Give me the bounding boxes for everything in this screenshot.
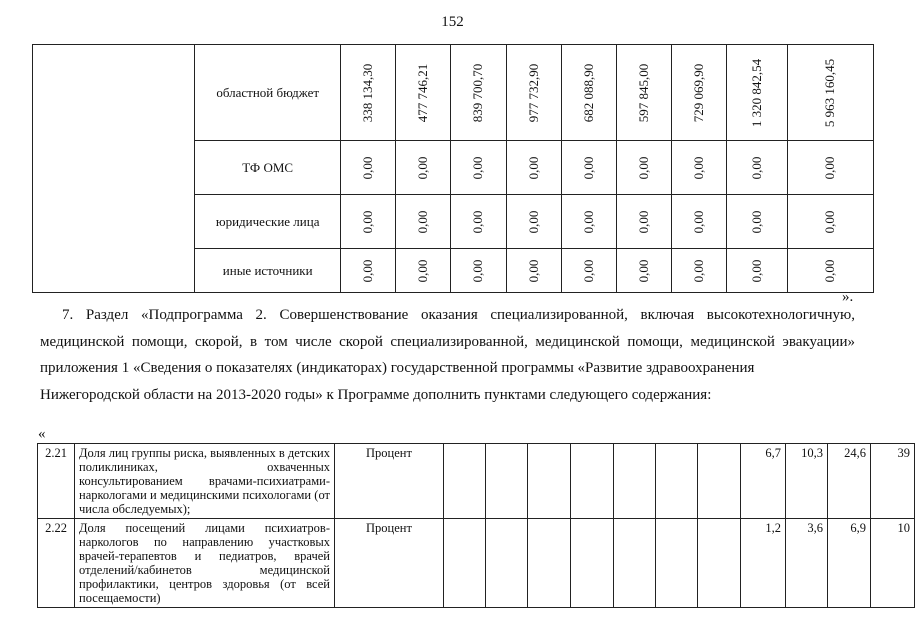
indicators-table (37, 443, 915, 608)
budget-cell: 1 320 842,54 (727, 45, 788, 141)
indicator-value (444, 444, 486, 519)
budget-cell: 0,00 (340, 141, 395, 195)
budget-cell: 0,00 (727, 195, 788, 249)
indicator-value (656, 444, 698, 519)
budget-cell: 0,00 (561, 195, 616, 249)
indicator-value (571, 444, 614, 519)
indicator-value (656, 519, 698, 608)
indicator-row (38, 519, 915, 608)
budget-cell: 839 700,70 (451, 45, 506, 141)
budget-cell: 5 963 160,45 (787, 45, 873, 141)
indicator-value: 6,7 (741, 444, 786, 519)
budget-cell: 0,00 (672, 141, 727, 195)
indicator-value (528, 519, 571, 608)
indicator-value (444, 519, 486, 608)
budget-cell: 0,00 (727, 249, 788, 293)
budget-cell: 682 088,90 (561, 45, 616, 141)
budget-cell: 0,00 (396, 249, 451, 293)
budget-table (32, 44, 874, 293)
budget-cell: 338 134,30 (340, 45, 395, 141)
budget-row-regional (33, 45, 874, 141)
budget-cell: 477 746,21 (396, 45, 451, 141)
budget-cell: 0,00 (616, 141, 671, 195)
amendment-paragraph (40, 302, 855, 408)
indicator-number: 2.21 (38, 444, 75, 519)
budget-cell: 0,00 (561, 249, 616, 293)
budget-cell: 0,00 (561, 141, 616, 195)
indicator-value: 6,9 (828, 519, 871, 608)
budget-cell: 597 845,00 (616, 45, 671, 141)
indicator-value: 39 (871, 444, 915, 519)
budget-cell: 0,00 (506, 195, 561, 249)
indicator-value (528, 444, 571, 519)
closing-quote: ». (842, 289, 854, 305)
budget-cell: 0,00 (506, 249, 561, 293)
page-number: 152 (441, 14, 464, 30)
indicator-row (38, 444, 915, 519)
budget-cell: 0,00 (396, 195, 451, 249)
budget-cell: 0,00 (787, 141, 873, 195)
budget-cell: 0,00 (616, 195, 671, 249)
indicator-value (614, 519, 656, 608)
indicator-number: 2.22 (38, 519, 75, 608)
budget-cell: 0,00 (672, 195, 727, 249)
paragraph-last-line: Нижегородской области на 2013-2020 годы» к Программе дополнить пунктами следующего содержания: (40, 386, 712, 403)
budget-row-label: юридические лица (195, 195, 340, 249)
budget-cell: 0,00 (787, 195, 873, 249)
indicator-value: 10 (871, 519, 915, 608)
budget-row-label: иные источники (195, 249, 340, 293)
budget-cell: 0,00 (451, 195, 506, 249)
indicator-value (571, 519, 614, 608)
budget-row-label: ТФ ОМС (195, 141, 340, 195)
paragraph-body: медицинской помощи, скорой, в том числе скорой специализированной, медицинской помощи, медицинской эвакуации» приложения 1 «Сведения о показателях (индикаторах) государственной программы «Развитие здравоохранения (40, 333, 855, 376)
budget-cell: 0,00 (340, 195, 395, 249)
budget-cell: 0,00 (451, 141, 506, 195)
indicator-value: 1,2 (741, 519, 786, 608)
paragraph-line: 7. Раздел «Подпрограмма 2. Совершенствование оказания специализированной, включая высокотехнологичную, (62, 307, 855, 323)
budget-cell: 0,00 (727, 141, 788, 195)
budget-empty-cell (33, 45, 195, 293)
opening-quote: « (38, 426, 46, 442)
budget-cell: 0,00 (396, 141, 451, 195)
indicator-description: Доля лиц группы риска, выявленных в детских поликлиниках, охваченных консультированием врачами-психиатрами-наркологами и медицинскими психологами (от числа обследуемых); (75, 444, 335, 519)
budget-cell: 0,00 (506, 141, 561, 195)
indicator-value: 24,6 (828, 444, 871, 519)
indicator-value (486, 519, 528, 608)
indicator-unit: Процент (335, 519, 444, 608)
indicator-value (486, 444, 528, 519)
budget-cell: 0,00 (616, 249, 671, 293)
budget-row-label: областной бюджет (195, 45, 340, 141)
indicator-value (614, 444, 656, 519)
indicator-description: Доля посещений лицами психиатров-наркологов по направлению участковых врачей-терапевтов и педиатров, врачей отделений/кабинетов медицинской профилактики, центров здоровья (от всей посещаемости) (75, 519, 335, 608)
budget-cell: 0,00 (787, 249, 873, 293)
indicator-value: 3,6 (786, 519, 828, 608)
indicator-value (698, 519, 741, 608)
budget-cell: 729 069,90 (672, 45, 727, 141)
budget-cell: 0,00 (340, 249, 395, 293)
indicator-value (698, 444, 741, 519)
budget-cell: 0,00 (672, 249, 727, 293)
indicator-unit: Процент (335, 444, 444, 519)
budget-cell: 977 732,90 (506, 45, 561, 141)
indicator-value: 10,3 (786, 444, 828, 519)
budget-cell: 0,00 (451, 249, 506, 293)
